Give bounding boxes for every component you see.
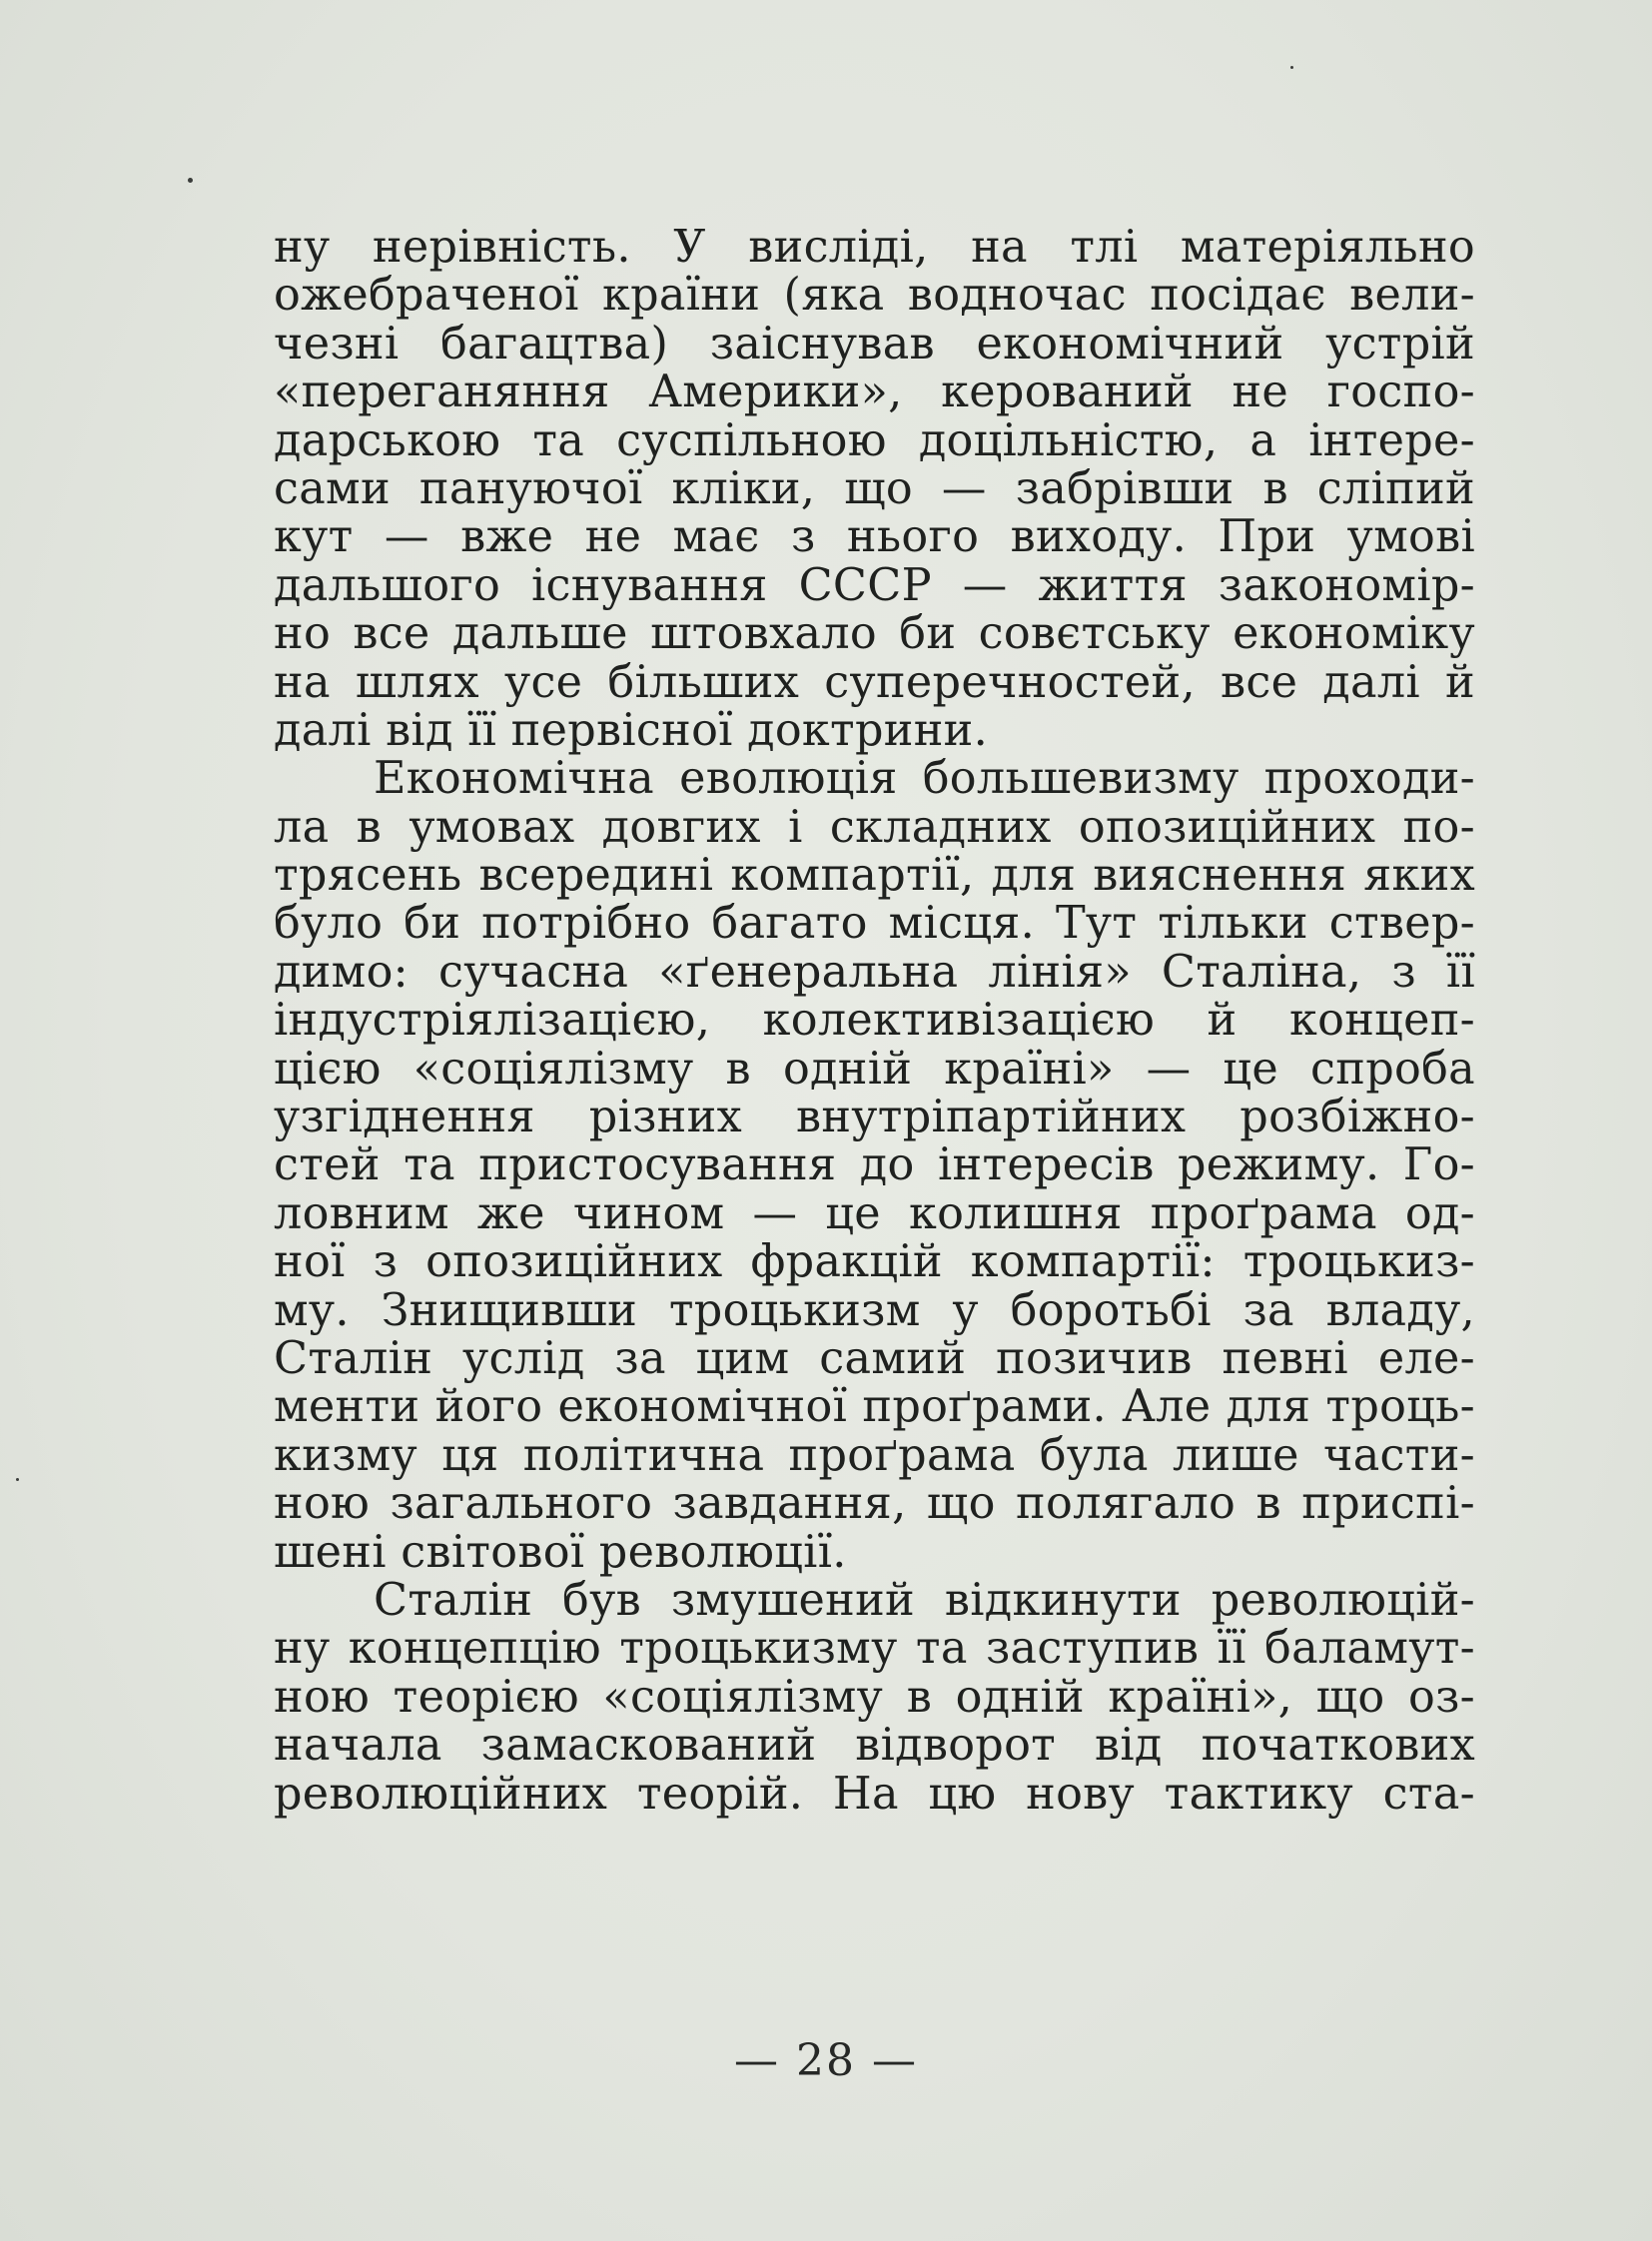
- text-line: революційних теорій. На цю нову тактику ста-: [274, 1768, 1475, 1820]
- paragraph-3: [274, 1574, 1475, 1820]
- text-line: на шлях усе більших суперечностей, все далі й: [274, 656, 1475, 708]
- page-number: — 28 —: [734, 2035, 918, 2086]
- text-line: ловним же чином — це колишня проґрама од-: [274, 1187, 1475, 1239]
- text-line: менти його економічної проґрами. Але для троць-: [274, 1381, 1475, 1433]
- text-line: дарською та суспільною доцільністю, а інтере-: [274, 414, 1475, 466]
- text-line: далі від її первісної доктрини.: [274, 704, 989, 756]
- body-text: [274, 224, 1475, 1819]
- text-line: стей та пристосування до інтересів режиму. Го-: [274, 1139, 1475, 1191]
- text-line: ної з опозиційних фракцій компартії: троцькиз-: [274, 1236, 1475, 1288]
- text-line: ла в умовах довгих і складних опозиційних по-: [274, 801, 1475, 853]
- text-line: «переганяння Америки», керований не госпо-: [274, 367, 1475, 418]
- text-line: димо: сучасна «ґенеральна лінія» Сталіна, з її: [274, 946, 1475, 998]
- text-line: му. Знищивши троцькизм у боротьбі за владу,: [274, 1284, 1475, 1336]
- text-line: кут — вже не має з нього виходу. При умові: [274, 511, 1475, 563]
- text-line: но все дальше штовхало би совєтську економіку: [274, 608, 1475, 660]
- text-line: ожебраченої країни (яка водночас посідає вели-: [274, 270, 1475, 322]
- text-line: Сталін був змушений відкинути революцій-: [374, 1574, 1475, 1626]
- text-line: Економічна еволюція большевизму проходи-: [374, 753, 1475, 805]
- text-line: трясень всередині компартії, для вияснення яких: [274, 850, 1475, 902]
- text-line: чезні багацтва) заіснував економічний устрій: [274, 318, 1475, 370]
- paper-speck: [1290, 66, 1293, 69]
- text-line: було би потрібно багато місця. Тут тільки ствер-: [274, 898, 1475, 950]
- text-line: ну нерівність. У висліді, на тлі матеріяльно: [274, 222, 1475, 273]
- text-line: дальшого існування СССР — життя закономір-: [274, 559, 1475, 611]
- text-line: індустріялізацією, колективізацією й концеп-: [274, 995, 1475, 1047]
- text-line: ною теорією «соціялізму в одній країні», що оз-: [274, 1671, 1475, 1723]
- text-line: кизму ця політична проґрама була лише части-: [274, 1429, 1475, 1481]
- text-line: Сталін услід за цим самий позичив певні еле-: [274, 1332, 1475, 1384]
- text-line: шені світової революції.: [274, 1526, 847, 1578]
- text-line: ну концепцію троцькизму та заступив її баламут-: [274, 1623, 1475, 1675]
- paper-speck: [188, 178, 193, 183]
- paper-speck: [16, 1478, 19, 1481]
- paragraph-2: [274, 755, 1475, 1577]
- text-line: ною загального завдання, що полягало в приспі-: [274, 1478, 1475, 1530]
- text-line: цією «соціялізму в одній країні» — це спроба: [274, 1043, 1475, 1095]
- text-line: начала замаскований відворот від початкових: [274, 1720, 1475, 1772]
- text-line: сами пануючої кліки, що — забрівши в сліпий: [274, 462, 1475, 514]
- paragraph-1: [274, 224, 1475, 755]
- text-line: узгіднення різних внутріпартійних розбіжно-: [274, 1092, 1475, 1143]
